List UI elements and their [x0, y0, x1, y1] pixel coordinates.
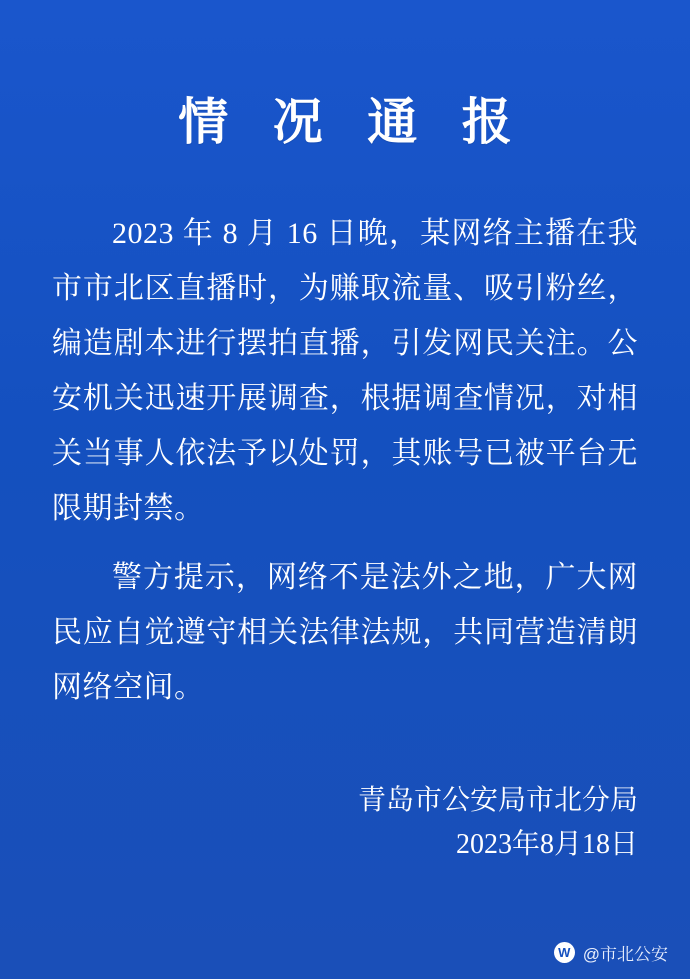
body-paragraph-1: 2023 年 8 月 16 日晚，某网络主播在我市市北区直播时，为赚取流量、吸引粉丝，编造剧本进行摆拍直播，引发网民关注。公安机关迅速开展调查，根据调查情况，对相关当事人依法予以处罚，其账号已被平台无限期封禁。: [52, 217, 638, 525]
watermark: [554, 940, 668, 965]
signature-block: [358, 779, 638, 867]
weibo-icon: W: [554, 942, 575, 963]
signature-organization: 青岛市公安局市北分局: [357, 785, 638, 816]
body-paragraph-2: 警方提示，网络不是法外之地，广大网民应自觉遵守相关法律法规，共同营造清朗网络空间。: [52, 561, 638, 704]
page-title: 情 况 通 报: [178, 94, 528, 150]
signature-date: 2023年8月18日: [455, 829, 638, 860]
watermark-account: @市北公安: [582, 945, 668, 964]
notice-body: [52, 206, 638, 715]
